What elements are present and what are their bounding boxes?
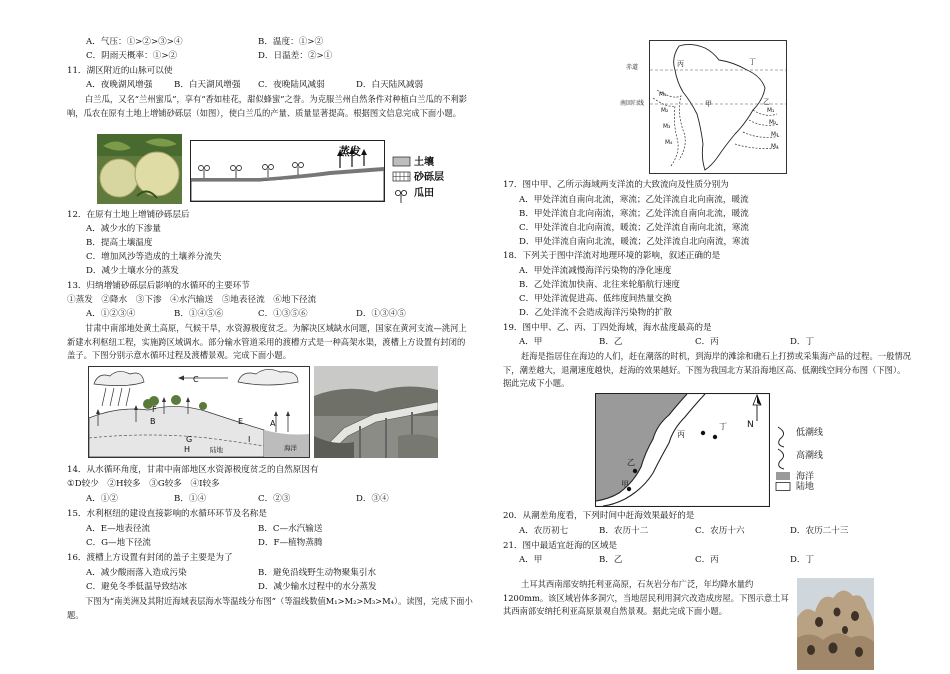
- q15-stem: 15．水利枢纽的建设直接影响的水循环环节及名称是: [67, 509, 267, 519]
- cycle-label-c: C: [193, 375, 199, 384]
- q21-option-c: C．丙: [695, 555, 719, 565]
- q17-option-d: D．甲处洋流自南向北流，暖流；乙处洋流自北向南流，寒流: [519, 237, 750, 247]
- q14-option-c: C．②③: [258, 494, 291, 504]
- south-america-passage: 下图为“南美洲及其附近海域表层海水等温线分布图”（等温线数值M₁>M₂>M₃>M₄）。读图，完成下面小题。: [67, 596, 473, 620]
- q18-stem: 18．下列关于图中洋流对地理环境的影响，叙述正确的是: [503, 251, 721, 261]
- q20-option-d: D．农历二十三: [790, 526, 849, 536]
- equator-label: 赤道: [626, 64, 639, 71]
- q15-option-c: C．G—地下径流: [86, 538, 152, 548]
- q17-option-a: A．甲处洋流自南向北流，寒流；乙处洋流自北向南流，暖流: [519, 195, 749, 205]
- q11-option-b: B．白天湖风增强: [174, 80, 241, 90]
- q18-option-a: A．甲处洋流减慢海洋污染物的净化速度: [519, 266, 672, 276]
- cycle-sea-label: 海洋: [284, 444, 297, 452]
- legend-low-tide: 低潮线: [796, 428, 824, 438]
- legend-melon-field: 瓜田: [414, 188, 434, 199]
- q16-option-b: B．避免沿线野生动物聚集引水: [258, 568, 377, 578]
- legend-land: 陆地: [796, 482, 815, 492]
- q16-option-c: C．避免冬季低温导致结冰: [86, 582, 188, 592]
- sa-m-left-4: M₄: [665, 140, 673, 146]
- q12-option-a: A．减少水的下渗量: [86, 224, 161, 234]
- tide-line-map: [595, 393, 770, 507]
- south-america-isotherm-map: [649, 40, 787, 174]
- tide-place-yi: 乙: [627, 458, 635, 467]
- sa-label-ding: 丁: [749, 58, 756, 66]
- q11-option-a: A．夜晚湖风增强: [86, 80, 153, 90]
- q13-items: ①蒸发 ②降水 ③下渗 ④水汽输送 ⑤地表径流 ⑥地下径流: [67, 295, 317, 305]
- tide-place-jia: 甲: [621, 480, 629, 489]
- q12-stem: 12．在原有土地上增铺砂砾层后: [67, 210, 190, 220]
- option-top-d: D．日温差：②>①: [258, 51, 333, 61]
- evaporation-label: 蒸发: [339, 145, 361, 158]
- q15-option-d: D．F—植物蒸腾: [258, 538, 323, 548]
- q14-option-d: D．③④: [356, 494, 389, 504]
- option-top-c: C．阴雨天概率：①>②: [86, 51, 178, 61]
- q20-stem: 20．从潮差角度看，下列时间中赶海效果最好的是: [503, 511, 695, 521]
- tide-legend-swatches: [774, 425, 794, 491]
- q17-option-c: C．甲处洋流自北向南流，暖流；乙处洋流自南向北流，寒流: [519, 223, 750, 233]
- sa-m-right-1: M₁: [767, 108, 775, 114]
- sa-m-right-4: M₄: [771, 144, 779, 150]
- tide-place-bing: 丙: [677, 430, 685, 439]
- option-top-b: B．温度：①>②: [258, 37, 324, 47]
- q19-option-d: D．丁: [790, 337, 815, 347]
- cycle-label-a: A: [270, 419, 276, 428]
- q17-stem: 17．图中甲、乙所示海域两支洋流的大致流向及性质分别为: [503, 180, 729, 190]
- q19-option-a: A．甲: [519, 337, 543, 347]
- cycle-label-e: E: [238, 417, 244, 426]
- legend-high-tide: 高潮线: [796, 451, 824, 461]
- q21-option-b: B．乙: [599, 555, 623, 565]
- legend-gravel: 砂砾层: [414, 172, 444, 183]
- q13-stem: 13．归纳增铺砂砾层后影响的水循环的主要环节: [67, 281, 250, 291]
- q21-option-a: A．甲: [519, 555, 543, 565]
- melon-photo: [97, 134, 182, 204]
- water-cycle-diagram: [88, 366, 310, 458]
- sa-m-left-3: M₃: [663, 124, 671, 130]
- cycle-label-i: I: [248, 435, 251, 444]
- option-top-a: A．气压：①>②>③>④: [86, 37, 183, 47]
- q11-stem: 11．湖区附近的山脉可以使: [67, 66, 173, 76]
- q21-option-d: D．丁: [790, 555, 815, 565]
- cycle-label-f: F: [152, 405, 157, 414]
- legend-sea: 海洋: [796, 472, 815, 482]
- cycle-label-g: G: [186, 435, 193, 444]
- q21-stem: 21．图中最适宜赶海的区域是: [503, 541, 618, 551]
- sa-m-left-1: M₁: [659, 92, 667, 98]
- sa-m-right-3: M₃: [771, 132, 779, 138]
- cycle-land-label: 陆地: [210, 446, 223, 454]
- q18-option-c: C．甲处洋流促进高、低纬度间热量交换: [519, 294, 672, 304]
- legend-soil: 土壤: [414, 157, 434, 168]
- q11-option-c: C．夜晚陆风减弱: [258, 80, 325, 90]
- tide-passage: 赶海是指居住在海边的人们，赶在潮落的时机，到海岸的滩涂和礁石上打捞或采集海产品的过程。一般情况下，潮差越大，退潮速度越快，赶海的效果越好。下图为我国北方某沿海地区高、低潮线空间分布图（下图）。据此完成下小题。: [503, 351, 911, 388]
- sa-label-jia: 甲: [705, 100, 712, 108]
- cave-rock-photo: [797, 578, 874, 670]
- sa-m-right-2: M₂: [769, 120, 777, 126]
- aqueduct-photo: [314, 366, 438, 458]
- q12-option-d: D．减少土壤水分的蒸发: [86, 266, 179, 276]
- q20-option-a: A．农历初七: [519, 526, 569, 536]
- sa-label-bing: 丙: [677, 60, 684, 68]
- q19-stem: 19．图中甲、乙、丙、丁四处海域，海水盐度最高的是: [503, 323, 712, 333]
- q12-option-b: B．提高土壤温度: [86, 238, 153, 248]
- q14-stem: 14．从水循环角度，甘肃中南部地区水资源极度贫乏的自然原因有: [67, 465, 319, 475]
- q14-option-a: A．①②: [86, 494, 118, 504]
- q15-option-b: B．C—水汽输送: [258, 524, 323, 534]
- q13-option-a: A．①②③④: [86, 309, 136, 319]
- cycle-label-h: H: [184, 445, 191, 454]
- turkey-passage: 土耳其西南部安纳托利亚高原，石灰岩分布广泛，年均降水量约1200mm。该区域岩体多洞穴，当地居民利用洞穴改造成房屋。下图示意土耳其西南部安纳托利亚高原景观自然景观。据此完成下面小题。: [503, 579, 789, 616]
- q16-stem: 16．渡槽上方设置有封闭的盖子主要是为了: [67, 553, 233, 563]
- tropic-label: 南回归线: [620, 100, 645, 107]
- tide-place-ding: 丁: [719, 422, 727, 431]
- q17-option-b: B．甲处洋流自北向南流，寒流；乙处洋流自南向北流，暖流: [519, 209, 749, 219]
- cycle-label-b: B: [150, 417, 156, 426]
- q18-option-b: B．乙处洋流加快南、北往来轮船航行速度: [519, 280, 681, 290]
- fig1-legend-swatches: [392, 155, 412, 207]
- gansu-passage: 甘肃中南部地处黄土高原，气候干旱，水资源极度贫乏。为解决区域缺水问题，国家在黄河支流—洮河上新建水利枢纽工程，实施跨区域调水。部分输水管道采用的渡槽方式是一种高架水渠，渡槽上方设置有封闭的盖子。下图分别示意水循环过程及渡槽景观。完成下面小题。: [67, 323, 467, 360]
- q16-option-a: A．减少酸雨落入造成污染: [86, 568, 187, 578]
- tide-north-label: N: [747, 420, 754, 430]
- q13-option-c: C．①③⑤⑥: [258, 309, 308, 319]
- q14-items: ①D较少 ②H较多 ③G较多 ④I较多: [67, 479, 220, 489]
- q19-option-b: B．乙: [599, 337, 623, 347]
- melon-passage: 白兰瓜，又名“兰州蜜瓜”，享有“香如桂花，甜似蜂蜜”之誉。为克服兰州自然条件对种植白兰瓜的不利影响，瓜农在原有土地上增铺砂砾层（如图），使白兰瓜的产量、质量显著提高。根据图文信息完成下面小题。: [67, 94, 468, 118]
- q16-option-d: D．减少输水过程中的水分蒸发: [258, 582, 377, 592]
- q19-option-c: C．丙: [695, 337, 719, 347]
- sa-label-yi: 乙: [763, 98, 770, 106]
- q15-option-a: A．E—地表径流: [86, 524, 151, 534]
- q20-option-b: B．农历十二: [599, 526, 649, 536]
- q11-option-d: D．白天陆风减弱: [356, 80, 424, 90]
- q14-option-b: B．①④: [174, 494, 207, 504]
- q20-option-c: C．农历十六: [695, 526, 745, 536]
- sa-m-left-2: M₂: [661, 108, 669, 114]
- q13-option-b: B．①④⑤⑥: [174, 309, 224, 319]
- q13-option-d: D．①③④⑤: [356, 309, 406, 319]
- q18-option-d: D．乙处洋流不会造成海洋污染物的扩散: [519, 308, 672, 318]
- q12-option-c: C．增加风沙等造成的土壤养分流失: [86, 252, 222, 262]
